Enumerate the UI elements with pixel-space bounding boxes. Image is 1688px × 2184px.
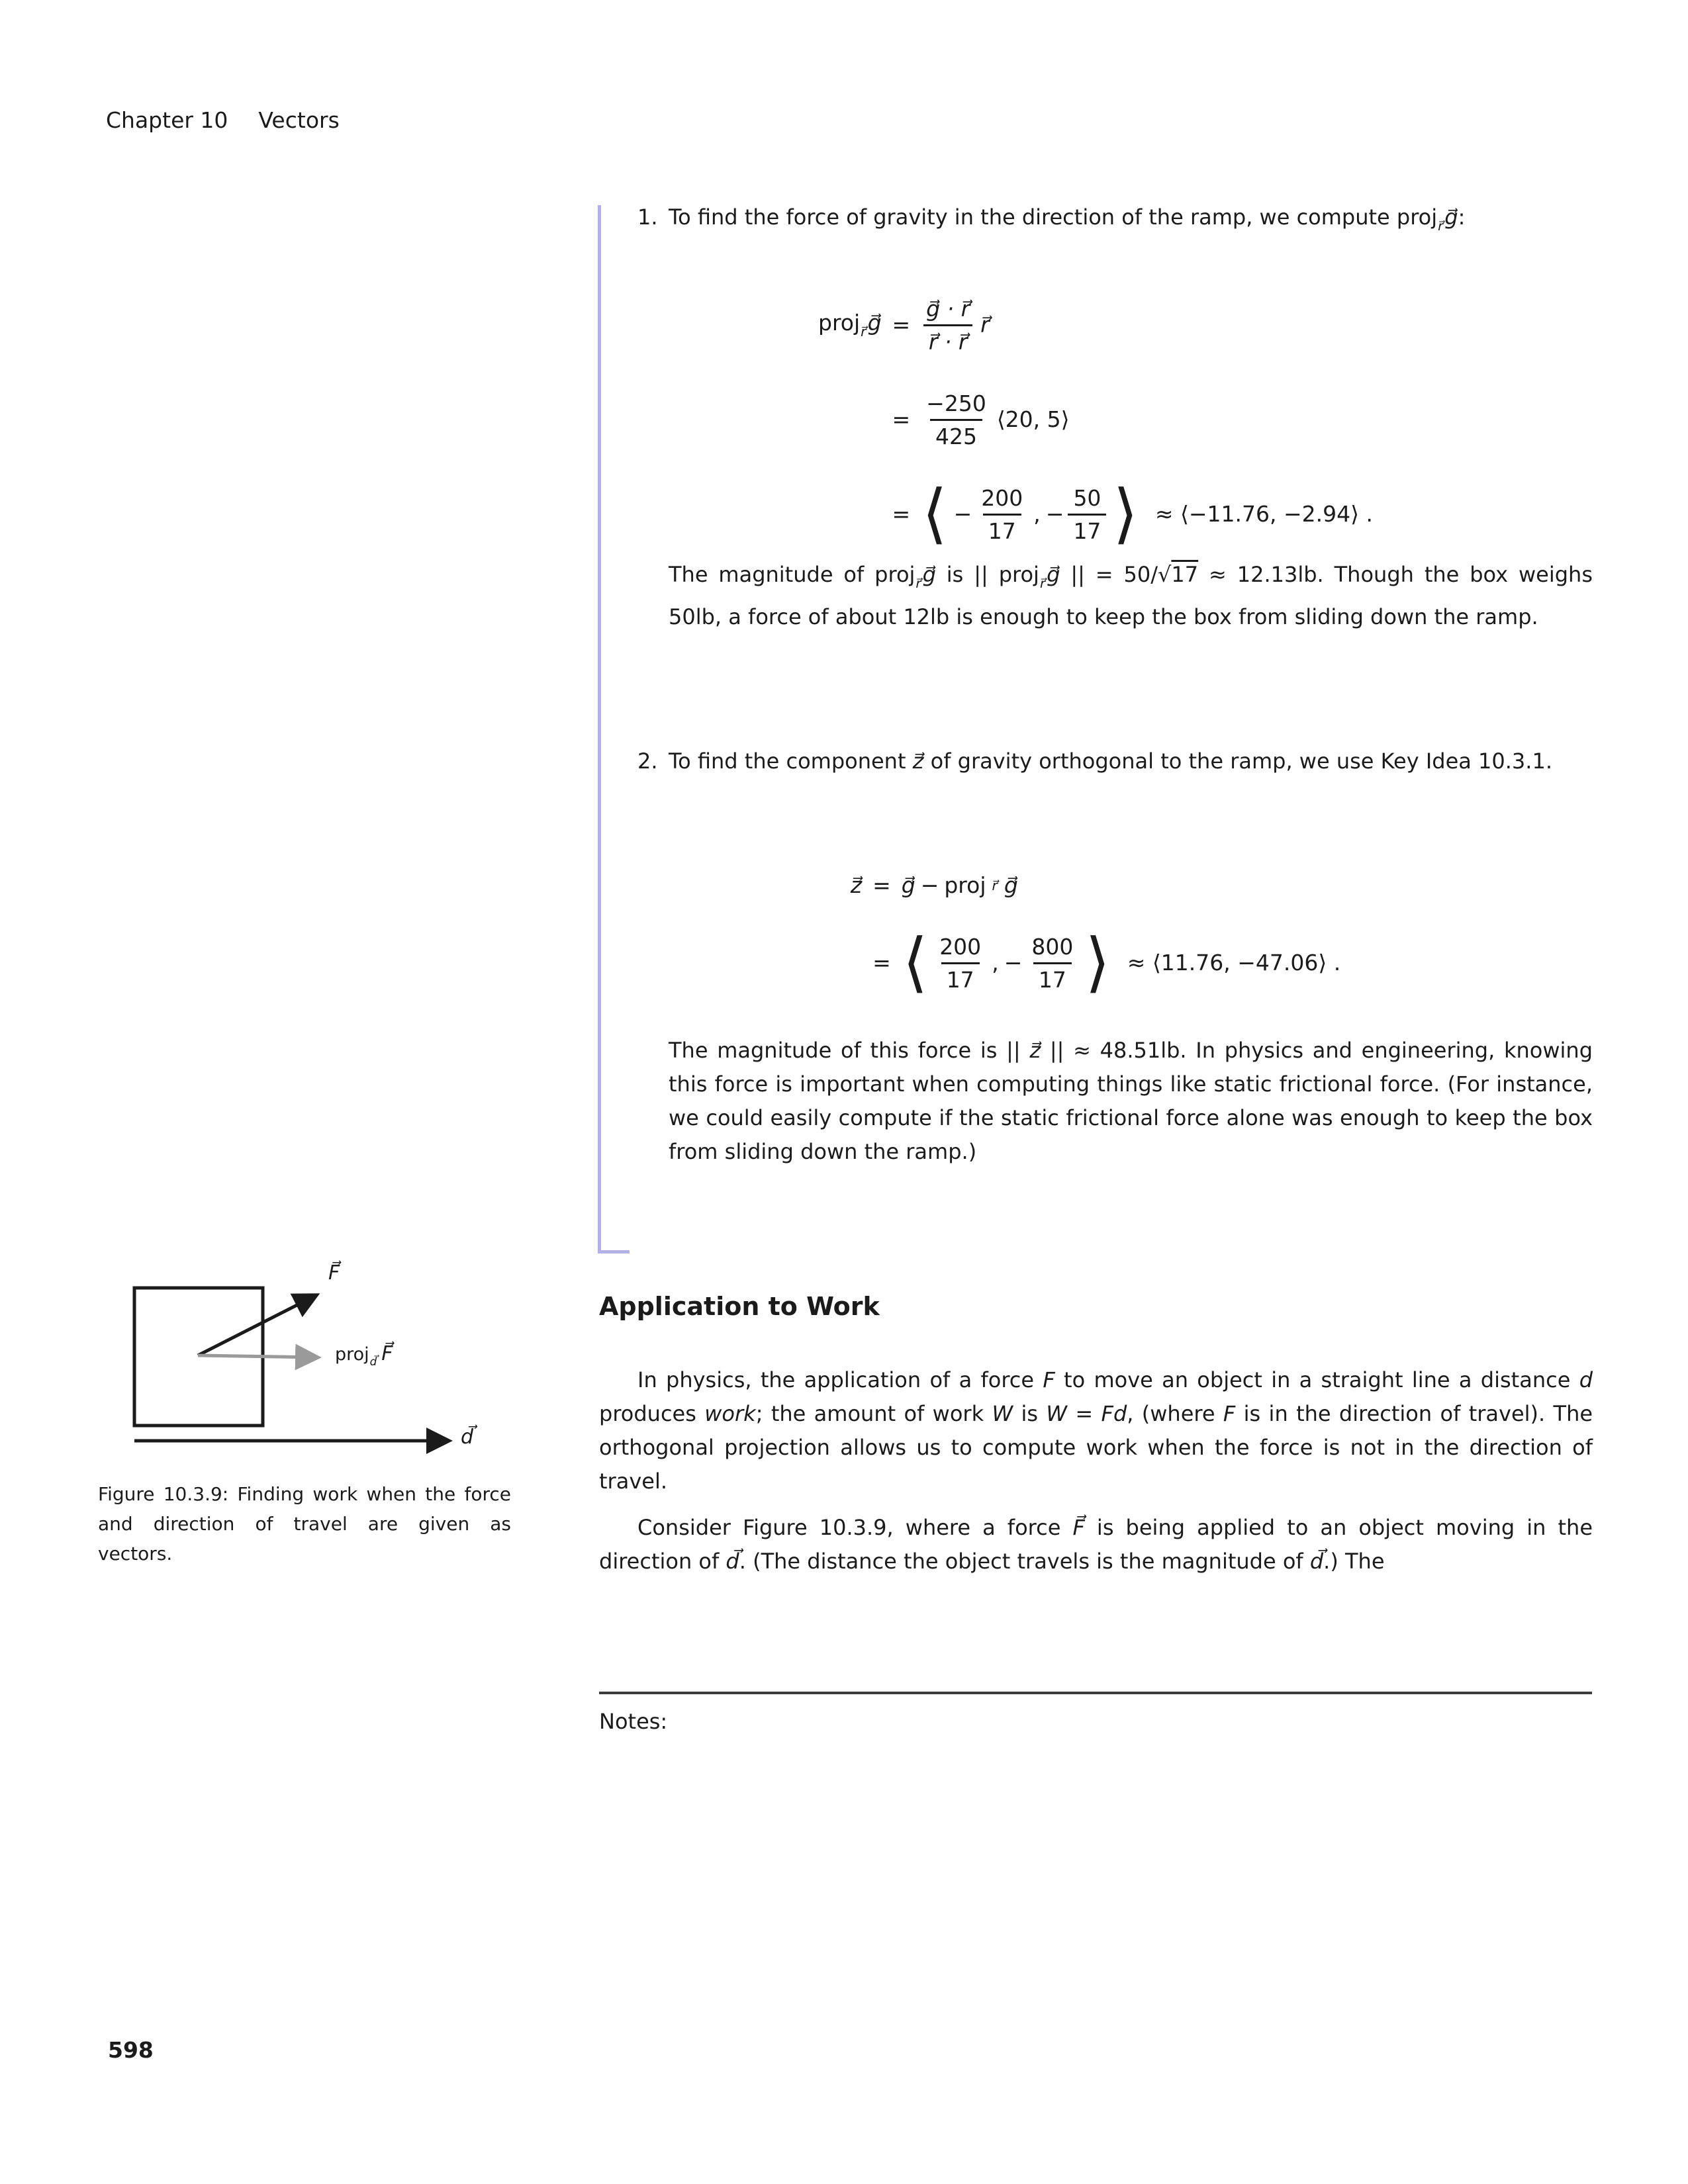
z-vector: z⃗ bbox=[850, 872, 863, 898]
list-item-1-text: To find the force of gravity in the direction of the ramp, we compute proj$_{r⃗}$g⃗: bbox=[669, 205, 1466, 234]
proj-subscript: r⃗ bbox=[992, 877, 998, 893]
example-left-rule-foot bbox=[598, 1250, 630, 1253]
fraction-800-17: $\frac{800}{17}$ bbox=[1031, 934, 1074, 993]
page-number: 598 bbox=[108, 2037, 154, 2063]
force-vector-label: F⃗ bbox=[328, 1261, 340, 1285]
chapter-number-label: Chapter 10 bbox=[106, 107, 228, 133]
proj-subscript: r⃗ bbox=[861, 324, 867, 340]
display-equation-projection bbox=[599, 295, 1592, 551]
fraction-50-17: $\frac{50}{17}$ bbox=[1068, 484, 1106, 544]
equals-sign: = bbox=[892, 501, 911, 527]
minus-sign: − bbox=[953, 501, 972, 527]
comma: , bbox=[992, 950, 999, 976]
eq1-row3-rhs bbox=[921, 475, 1373, 551]
eq2-row2-rhs bbox=[902, 924, 1341, 1000]
proj-operator: proj bbox=[944, 872, 986, 898]
g-vector: g⃗ bbox=[867, 309, 882, 336]
right-angle-bracket: ⟩ bbox=[1113, 475, 1138, 551]
right-angle-bracket: ⟩ bbox=[1085, 924, 1110, 1000]
projection-vector-arrow bbox=[198, 1355, 318, 1357]
eq1-row1-lhs bbox=[818, 310, 882, 340]
equals-sign: = bbox=[892, 312, 911, 338]
figure-caption: Figure 10.3.9: Finding work when the force and direction of travel are given as vectors. bbox=[98, 1483, 511, 1565]
direction-vector-label: d⃗ bbox=[461, 1426, 474, 1449]
notes-label: Notes: bbox=[599, 1709, 668, 1734]
left-angle-bracket: ⟨ bbox=[922, 475, 947, 551]
equals-sign: = bbox=[872, 872, 891, 898]
force-variable: F⃗ bbox=[381, 1342, 393, 1365]
figure-10-3-9-drawing bbox=[93, 1254, 516, 1466]
list-item-2-number: 2. bbox=[637, 749, 658, 774]
running-header bbox=[106, 107, 340, 133]
equation-grid bbox=[818, 295, 1373, 551]
example-paragraph-magnitude: The magnitude of proj$_{r⃗}$g⃗ is || proj$_{r⃗}$g⃗ || = 50/√17 ≈ 12.13lb. Though the box weighs 50lb, a force of about 12lb is enough to keep the box from sliding down the ramp. bbox=[669, 562, 1593, 629]
section-heading: Application to Work bbox=[599, 1292, 880, 1321]
section-paragraph-2: Consider Figure 10.3.9, where a force F⃗ is being applied to an object moving in the direction of d⃗. (The distance the object travels is the magnitude of d⃗.) The bbox=[599, 1515, 1593, 1574]
approx-result: ≈ ⟨11.76, −47.06⟩ . bbox=[1127, 950, 1341, 976]
eq2-row1-rhs bbox=[902, 872, 1341, 898]
chapter-title: Vectors bbox=[258, 107, 340, 133]
proj-operator: proj bbox=[335, 1344, 369, 1365]
notes-divider-line bbox=[599, 1692, 1592, 1694]
section-paragraph-1: In physics, the application of a force F to move an object in a straight line a distance d produces work; the amount of work W is W = Fd, (where F is in the direction of travel). The orthogonal projection allows us to compute work when the force is not in the direction of travel. bbox=[599, 1367, 1593, 1494]
example-paragraph-force: The magnitude of this force is || z⃗ || ≈ 48.51lb. In physics and engineering, knowing this force is important when computing things like static frictional force. (For instance, we could easily compute if the static frictional force alone was enough to keep the box from sliding down the ramp.) bbox=[669, 1038, 1593, 1164]
eq2-row1-lhs bbox=[851, 872, 862, 898]
r-vector: r⃗ bbox=[980, 312, 990, 338]
eq1-row2-rhs bbox=[921, 389, 1373, 449]
force-vector-arrow bbox=[198, 1295, 316, 1355]
list-item-2-text: To find the component z⃗ of gravity orthogonal to the ramp, we use Key Idea 10.3.1. bbox=[669, 749, 1552, 774]
approx-result: ≈ ⟨−11.76, −2.94⟩ . bbox=[1154, 501, 1373, 527]
fraction-200-17: $\frac{200}{17}$ bbox=[981, 485, 1023, 544]
proj-subscript: d⃗ bbox=[369, 1354, 377, 1368]
equals-sign: = bbox=[872, 950, 891, 976]
left-angle-bracket: ⟨ bbox=[902, 924, 928, 1000]
fraction-scalar: $\frac{-250}{425}$ bbox=[926, 390, 986, 449]
g-vector: g⃗ bbox=[901, 872, 915, 898]
minus-sign: − bbox=[920, 872, 939, 898]
fraction-dot-products: $\frac{g⃗ \cdot r⃗}{r⃗ \cdot r⃗}$ bbox=[921, 295, 975, 355]
equation-grid bbox=[850, 872, 1341, 1000]
minus-sign: − bbox=[1045, 501, 1064, 527]
list-item-1-number: 1. bbox=[637, 205, 658, 230]
eq1-row1-rhs bbox=[921, 295, 1373, 355]
vector-20-5: ⟨20, 5⟩ bbox=[996, 406, 1070, 432]
minus-sign: − bbox=[1004, 950, 1023, 976]
g-vector: g⃗ bbox=[1004, 872, 1018, 898]
fraction-200-17: $\frac{200}{17}$ bbox=[939, 934, 982, 993]
proj-operator: proj bbox=[818, 309, 861, 336]
list-item-2 bbox=[637, 745, 1593, 778]
list-item-1 bbox=[637, 201, 1593, 243]
display-equation-orthogonal bbox=[599, 872, 1592, 1000]
equals-sign: = bbox=[892, 406, 911, 432]
projection-vector-label bbox=[335, 1342, 393, 1368]
comma: , bbox=[1033, 501, 1041, 527]
